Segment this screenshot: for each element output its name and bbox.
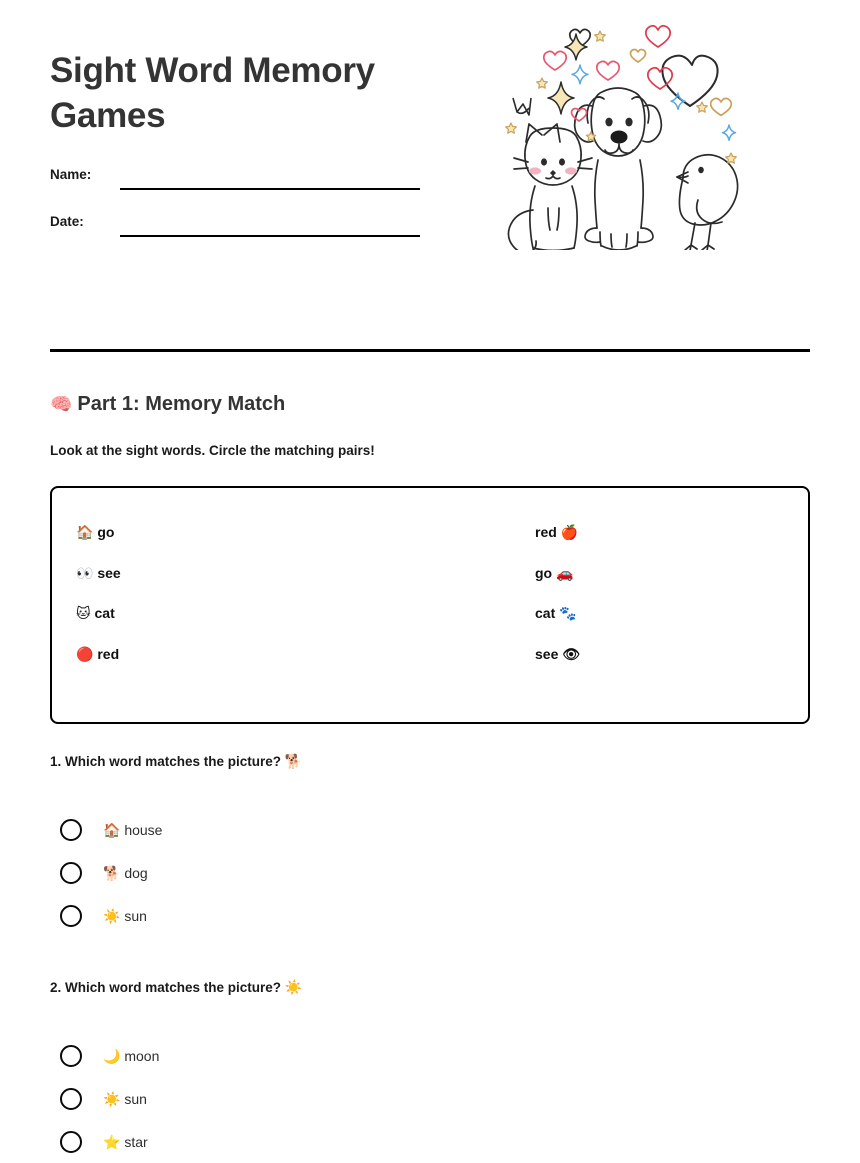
option-label <box>103 863 148 883</box>
word-item[interactable] <box>535 643 580 684</box>
radio-button[interactable] <box>60 862 82 884</box>
radio-button[interactable] <box>60 1088 82 1110</box>
dog-icon: 🐕 <box>284 753 303 769</box>
question-1-number: 1. <box>50 754 62 769</box>
name-input-line[interactable] <box>120 188 420 190</box>
radio-button[interactable] <box>60 1131 82 1153</box>
word-item[interactable] <box>76 643 121 684</box>
sight-word-match-box <box>50 486 810 724</box>
page-title: Sight Word Memory Games <box>50 51 375 135</box>
option-label <box>103 1046 159 1066</box>
question-1-text <box>50 751 750 772</box>
question-1 <box>50 751 750 937</box>
option-label <box>103 820 162 840</box>
word-item[interactable] <box>76 562 121 603</box>
option-text: star <box>124 1133 148 1150</box>
eye-icon: 👁 <box>562 645 581 662</box>
date-input-line[interactable] <box>120 235 420 237</box>
word-item[interactable] <box>76 602 121 643</box>
sun-icon: ☀️ <box>103 1090 121 1107</box>
section-instruction: Look at the sight words. Circle the matching pairs! <box>50 443 375 458</box>
cat-icon: 🐱 <box>76 605 91 621</box>
name-label: Name: <box>50 167 92 182</box>
word-text: cat <box>535 605 556 621</box>
question-2-prompt: Which word matches the picture? <box>65 980 282 995</box>
word-column-left <box>76 521 121 683</box>
word-item[interactable] <box>535 562 580 603</box>
name-field-row <box>50 166 430 213</box>
option-text: sun <box>124 907 147 924</box>
moon-icon: 🌙 <box>103 1047 121 1064</box>
option-label <box>103 1132 148 1152</box>
option-label <box>103 1089 147 1109</box>
section-heading <box>50 390 285 418</box>
question-1-prompt: Which word matches the picture? <box>65 754 282 769</box>
word-item[interactable] <box>535 521 580 562</box>
pets-illustration <box>480 10 770 250</box>
word-text: see <box>535 645 559 662</box>
question-1-option-house[interactable] <box>50 808 750 851</box>
car-icon: 🚗 <box>556 564 574 581</box>
question-1-option-sun[interactable] <box>50 894 750 937</box>
section-heading-text: Part 1: Memory Match <box>77 393 286 415</box>
word-text: red <box>97 645 120 662</box>
radio-button[interactable] <box>60 1045 82 1067</box>
star-icon: ⭐ <box>103 1133 121 1150</box>
question-1-option-dog[interactable] <box>50 851 750 894</box>
option-text: moon <box>124 1047 160 1064</box>
question-2-option-sun[interactable] <box>50 1077 750 1120</box>
red-circle-icon: 🔴 <box>76 645 94 662</box>
word-item[interactable] <box>76 521 121 562</box>
question-2 <box>50 977 750 1163</box>
dog-icon: 🐕 <box>103 864 121 881</box>
paw-prints-icon: 🐾 <box>559 605 577 621</box>
option-text: dog <box>124 864 148 881</box>
eyes-icon: 👀 <box>76 564 94 581</box>
option-text: sun <box>124 1090 147 1107</box>
option-label <box>103 906 147 926</box>
word-text: go <box>535 564 553 581</box>
word-item[interactable] <box>535 602 580 643</box>
brain-icon: 🧠 <box>50 394 73 414</box>
word-text: cat <box>94 605 115 621</box>
student-info-fields <box>50 166 430 260</box>
question-2-text <box>50 977 750 998</box>
radio-button[interactable] <box>60 819 82 841</box>
sun-icon: ☀️ <box>103 907 121 924</box>
question-2-option-star[interactable] <box>50 1120 750 1163</box>
word-text: red <box>535 524 557 540</box>
section-divider <box>50 349 810 352</box>
house-icon: 🏠 <box>76 524 94 540</box>
date-field-row <box>50 213 430 260</box>
radio-button[interactable] <box>60 905 82 927</box>
house-icon: 🏠 <box>103 821 121 838</box>
date-label: Date: <box>50 214 84 229</box>
option-text: house <box>124 821 163 838</box>
question-2-option-moon[interactable] <box>50 1034 750 1077</box>
word-text: see <box>97 564 121 581</box>
word-column-right <box>535 521 580 683</box>
sun-icon: ☀️ <box>284 979 303 995</box>
word-text: go <box>97 524 115 540</box>
apple-icon: 🍎 <box>560 524 579 540</box>
question-2-number: 2. <box>50 980 62 995</box>
